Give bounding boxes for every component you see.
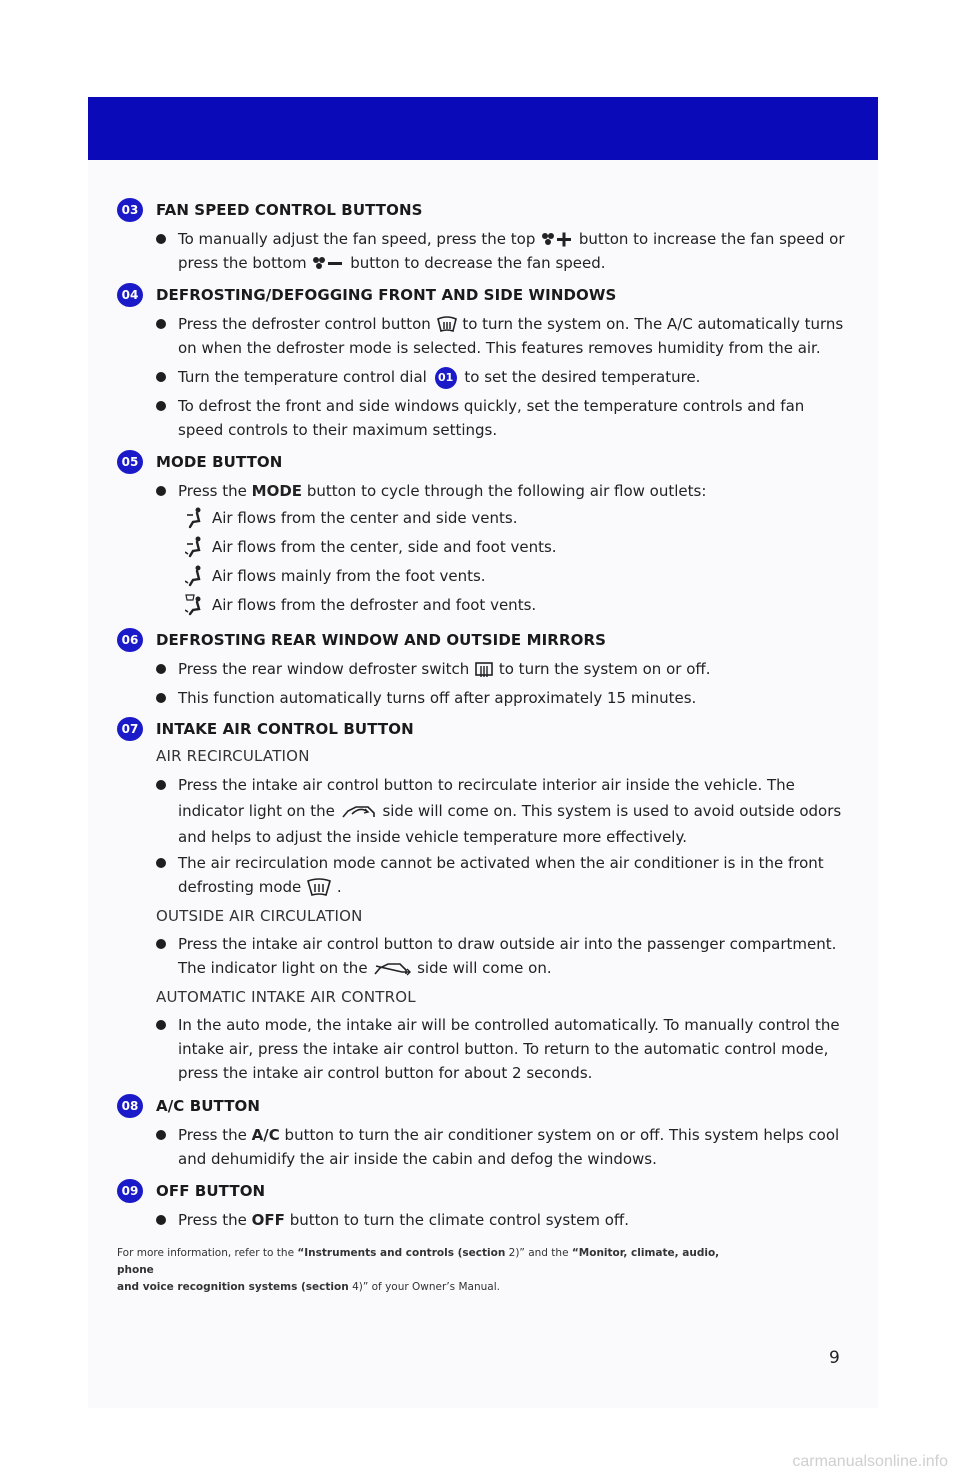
front-defrost-icon xyxy=(436,316,458,334)
bullet-dot xyxy=(156,1215,166,1225)
footnote: For more information, refer to the “Instruments and controls (section 2)” and the “Monitor, climate, audio, phone and voice recognition systems (section 4)” of your Owner’s Manual. xyxy=(117,1247,720,1293)
section-03-header xyxy=(117,197,423,223)
section-title: A/C BUTTON xyxy=(156,1097,261,1115)
section-title: MODE BUTTON xyxy=(156,453,283,471)
airflow-defrost-foot-icon xyxy=(185,594,203,616)
airflow-face-icon xyxy=(185,507,203,529)
bullet-item: Press the defroster control button to turn the system on. The A/C automatically turns on when the defroster mode is selected. This features removes humidity from the air. xyxy=(156,312,846,360)
bullet-item: Turn the temperature control dial 01 to set the desired temperature. xyxy=(156,365,846,389)
bullet-dot xyxy=(156,486,166,496)
bullet-item: To defrost the front and side windows quickly, set the temperature controls and fan speed controls to their maximum settings. xyxy=(156,394,846,442)
header-banner xyxy=(88,97,878,160)
fan-up-icon xyxy=(540,232,574,248)
bullet-dot xyxy=(156,319,166,329)
page-number: 9 xyxy=(829,1348,840,1368)
section-06-header xyxy=(117,627,606,653)
bullet-dot xyxy=(156,693,166,703)
outside-air-car-icon xyxy=(372,960,412,978)
airflow-foot-icon xyxy=(185,565,203,587)
section-04-header xyxy=(117,282,616,308)
mode-row-defrost-foot: Air flows from the defroster and foot vents. xyxy=(185,594,536,616)
airflow-bilevel-icon xyxy=(185,536,203,558)
section-number-badge: 09 xyxy=(117,1179,143,1203)
section-07-header xyxy=(117,716,414,742)
bullet-dot xyxy=(156,1020,166,1030)
bullet-dot xyxy=(156,664,166,674)
watermark: carmanualsonline.info xyxy=(792,1453,948,1470)
bullet-dot xyxy=(156,234,166,244)
bullet-item: This function automatically turns off after approximately 15 minutes. xyxy=(156,686,846,710)
rear-defrost-icon xyxy=(474,662,494,678)
section-number-badge: 06 xyxy=(117,628,143,652)
bullet-item: To manually adjust the fan speed, press the top button to increase the fan speed or press the bottom button to decrease the fan speed. xyxy=(156,227,846,275)
subheading-recirculation: AIR RECIRCULATION xyxy=(156,747,310,765)
mode-row-bilevel: Air flows from the center, side and foot vents. xyxy=(185,536,557,558)
bullet-item: Press the rear window defroster switch to turn the system on or off. xyxy=(156,657,846,681)
section-number-badge: 04 xyxy=(117,283,143,307)
mode-row-face: Air flows from the center and side vents. xyxy=(185,507,518,529)
dial-reference-badge: 01 xyxy=(435,367,457,389)
bullet-dot xyxy=(156,939,166,949)
subheading-outside-air: OUTSIDE AIR CIRCULATION xyxy=(156,907,363,925)
bullet-item: Press the A/C button to turn the air conditioner system on or off. This system helps cool and dehumidify the air inside the cabin and defog the windows. xyxy=(156,1123,846,1171)
bullet-dot xyxy=(156,401,166,411)
fan-down-icon xyxy=(311,256,345,272)
section-title: INTAKE AIR CONTROL BUTTON xyxy=(156,720,414,738)
section-05-header xyxy=(117,449,282,475)
section-number-badge: 05 xyxy=(117,450,143,474)
bullet-dot xyxy=(156,372,166,382)
bullet-item: In the auto mode, the intake air will be controlled automatically. To manually control the intake air, press the intake air control button. To return to the automatic control mode, press the intake air control button for about 2 seconds. xyxy=(156,1013,846,1085)
section-title: OFF BUTTON xyxy=(156,1182,266,1200)
section-09-header xyxy=(117,1178,265,1204)
section-title: DEFROSTING/DEFOGGING FRONT AND SIDE WINDOWS xyxy=(156,286,617,304)
bullet-dot xyxy=(156,1130,166,1140)
bullet-item: Press the OFF button to turn the climate control system off. xyxy=(156,1208,846,1232)
section-title: DEFROSTING REAR WINDOW AND OUTSIDE MIRRORS xyxy=(156,631,606,649)
section-number-badge: 07 xyxy=(117,717,143,741)
bullet-item: The air recirculation mode cannot be activated when the air conditioner is in the front defrosting mode . xyxy=(156,851,846,899)
section-number-badge: 08 xyxy=(117,1094,143,1118)
mode-row-foot: Air flows mainly from the foot vents. xyxy=(185,565,486,587)
section-number-badge: 03 xyxy=(117,198,143,222)
bullet-item: Press the intake air control button to draw outside air into the passenger compartment. The indicator light on the side will come on. xyxy=(156,932,846,980)
recirculation-car-icon xyxy=(340,803,378,821)
front-defrost-icon xyxy=(306,878,332,898)
bullet-item: Press the intake air control button to recirculate interior air inside the vehicle. The indicator light on the side will come on. This system is used to avoid outside odors and helps to adjust the inside vehicle temperature more effectively. xyxy=(156,773,846,849)
bullet-item: Press the MODE button to cycle through the following air flow outlets: xyxy=(156,479,846,503)
section-08-header xyxy=(117,1093,260,1119)
bullet-dot xyxy=(156,858,166,868)
subheading-auto-intake: AUTOMATIC INTAKE AIR CONTROL xyxy=(156,988,416,1006)
bullet-dot xyxy=(156,780,166,790)
section-title: FAN SPEED CONTROL BUTTONS xyxy=(156,201,423,219)
